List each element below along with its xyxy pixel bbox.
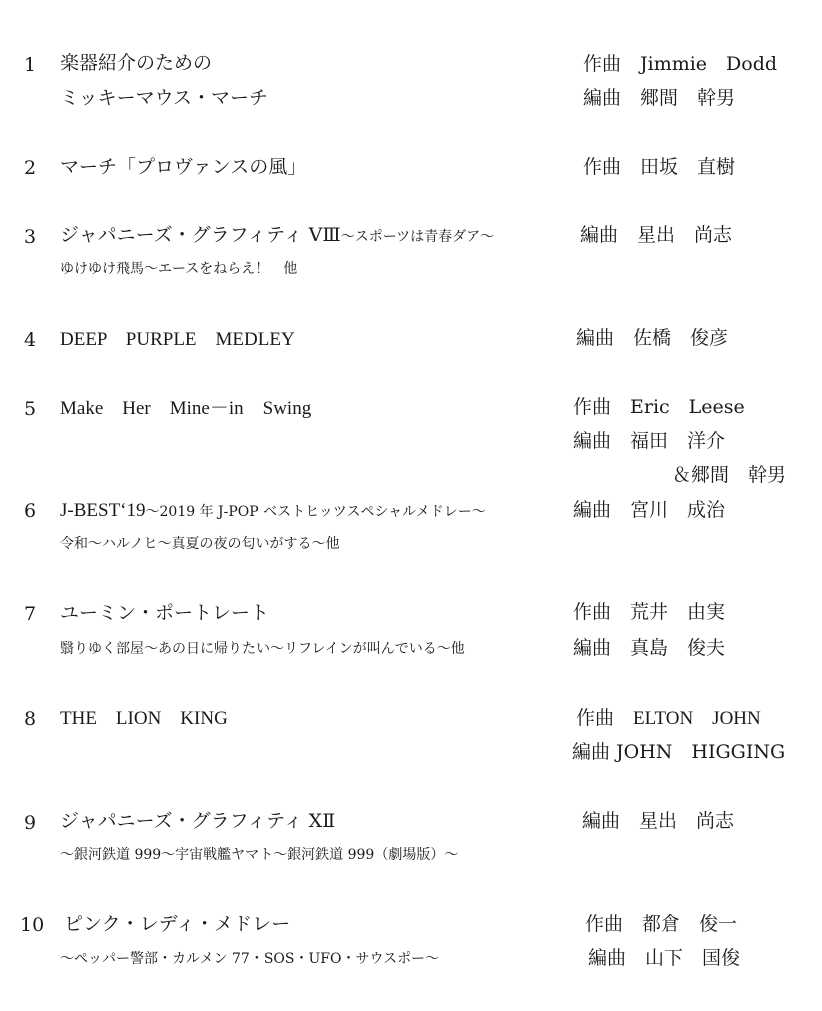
composer-credit: 作曲 Eric Leese: [573, 396, 745, 418]
item-title: ピンク・レディ・メドレー: [64, 913, 291, 935]
arranger-credit: 編曲 JOHN HIGGING: [572, 741, 786, 763]
item-title-suffix: ～2019 年 J-POP ベストヒッツスペシャルメドレー～: [145, 504, 486, 520]
arranger-credit: 編曲 宮川 成治: [573, 499, 726, 521]
item-title-main: J-BEST‘19: [60, 500, 146, 521]
item-number: 6: [24, 500, 37, 522]
item-title: マーチ「プロヴァンスの風」: [60, 156, 307, 178]
item-title: [60, 501, 486, 520]
arranger-credit: 編曲 山下 国俊: [588, 947, 741, 969]
item-number: 9: [24, 812, 37, 834]
item-title-line2: ミッキーマウス・マーチ: [60, 87, 269, 109]
item-title: THE LION KING: [60, 708, 228, 729]
composer-credit: 作曲 ELTON JOHN: [576, 708, 761, 729]
item-title-main: ジャパニーズ・グラフィティ VⅢ: [60, 224, 341, 246]
item-number: 10: [20, 914, 45, 936]
arranger-credit: 編曲 真島 俊夫: [573, 637, 726, 659]
item-subtitle: ゆけゆけ飛馬～エースをねらえ！ 他: [60, 261, 298, 277]
item-number: 2: [24, 157, 37, 179]
arranger-credit: 編曲 福田 洋介: [573, 430, 726, 452]
composer-credit: 作曲 田坂 直樹: [583, 156, 736, 178]
item-title: [60, 226, 494, 245]
arranger-credit: 編曲 佐橋 俊彦: [576, 327, 729, 349]
item-title: Make Her Mine－in Swing: [60, 398, 312, 419]
composer-credit: 作曲 Jimmie Dodd: [583, 53, 778, 75]
composer-credit: 作曲 荒井 由実: [573, 601, 726, 623]
item-subtitle: ～銀河鉄道 999～宇宙戦艦ヤマト～銀河鉄道 999（劇場版）～: [60, 847, 459, 863]
arranger-credit: 編曲 星出 尚志: [582, 810, 735, 832]
item-number: 5: [24, 398, 37, 420]
item-number: 4: [24, 329, 37, 351]
item-title-suffix: ～スポーツは青春ダア～: [340, 229, 495, 245]
arranger-credit: 編曲 星出 尚志: [580, 224, 733, 246]
item-title-line1: 楽器紹介のための: [60, 52, 213, 74]
item-number: 3: [24, 226, 37, 248]
arranger-credit: 編曲 郷間 幹男: [583, 87, 736, 109]
item-title: ユーミン・ポートレート: [60, 602, 270, 624]
arranger-credit-2: ＆郷間 幹男: [672, 464, 787, 486]
item-title: ジャパニーズ・グラフィティ XⅡ: [60, 810, 336, 832]
item-number: 8: [24, 708, 37, 730]
item-number: 7: [24, 603, 37, 625]
item-subtitle: ～ペッパー警部・カルメン 77・SOS・UFO・サウスポー～: [60, 951, 440, 967]
composer-credit: 作曲 都倉 俊一: [585, 913, 738, 935]
item-subtitle: 令和～ハルノヒ～真夏の夜の匂いがする～他: [60, 536, 340, 552]
item-title: DEEP PURPLE MEDLEY: [60, 329, 295, 350]
item-number: 1: [24, 54, 37, 76]
item-subtitle: 翳りゆく部屋～あの日に帰りたい～リフレインが叫んでいる～他: [60, 641, 465, 657]
